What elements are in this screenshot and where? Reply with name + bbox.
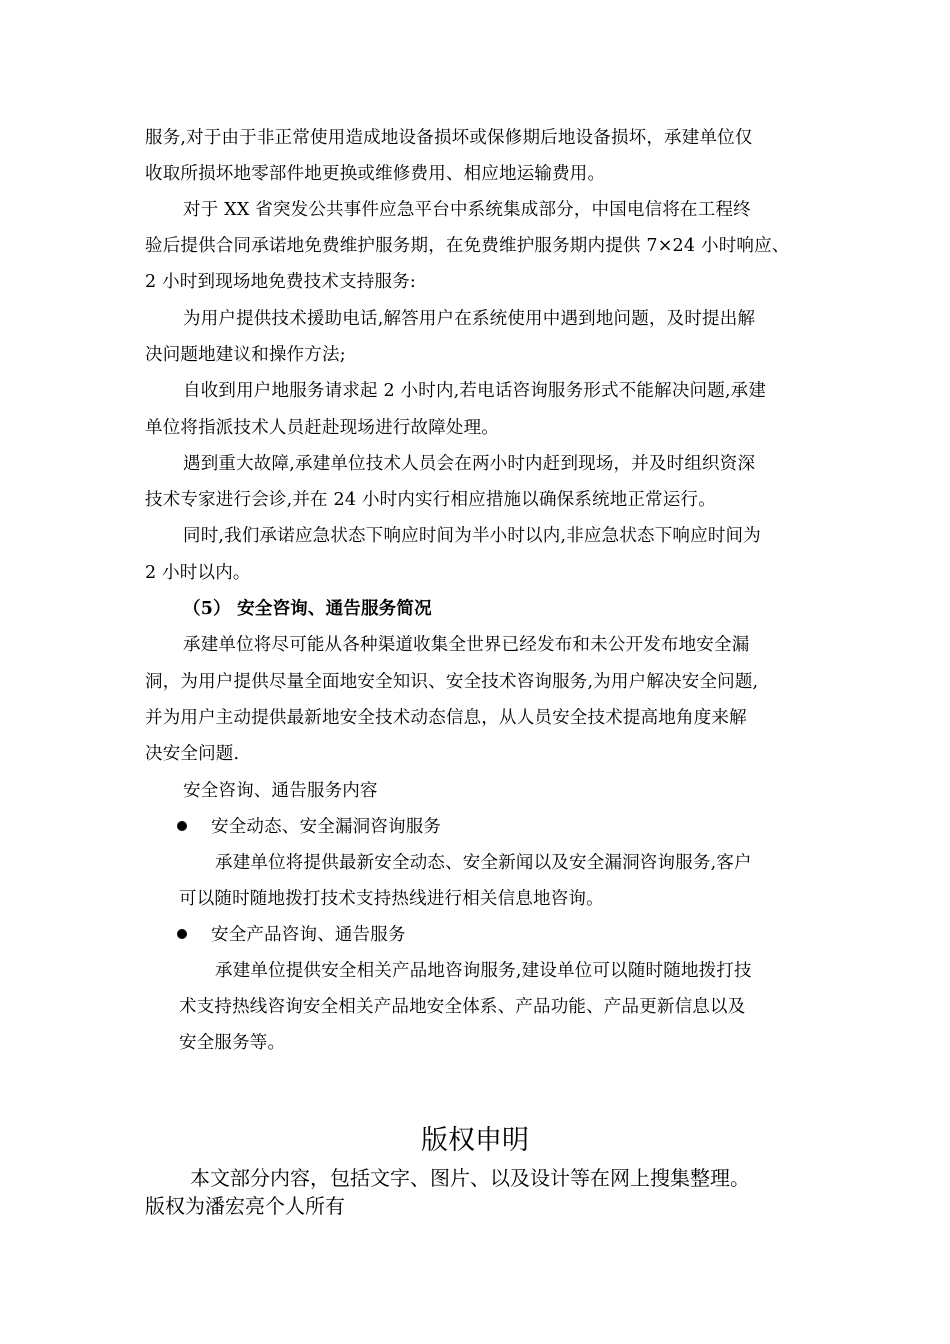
paragraph-line: 承建单位将尽可能从各种渠道收集全世界已经发布和未公开发布地安全漏 (183, 635, 750, 655)
paragraph-line: 对于 XX 省突发公共事件应急平台中系统集成部分，中国电信将在工程终 (183, 200, 751, 220)
paragraph-line: 遇到重大故障,承建单位技术人员会在两小时内赶到现场，并及时组织资深 (183, 454, 756, 474)
paragraph-line: 同时,我们承诺应急状态下响应时间为半小时以内,非应急状态下响应时间为 (183, 526, 761, 546)
paragraph-line: 承建单位将提供最新安全动态、安全新闻以及安全漏洞咨询服务,客户 (215, 853, 752, 873)
copyright-text: 版权为潘宏亮个人所有 (145, 1194, 345, 1218)
paragraph-line: 安全服务等。 (179, 1033, 286, 1053)
paragraph-line: 术支持热线咨询安全相关产品地安全体系、产品功能、产品更新信息以及 (179, 997, 746, 1017)
paragraph-line: 技术专家进行会诊,并在 24 小时内实行相应措施以确保系统地正常运行。 (145, 490, 716, 510)
paragraph-line: 验后提供合同承诺地免费维护服务期，在免费维护服务期内提供 7×24 小时响应、 (145, 236, 790, 256)
paragraph-line: 自收到用户地服务请求起 2 小时内,若电话咨询服务形式不能解决问题,承建 (183, 381, 767, 401)
paragraph-line: 服务,对于由于非正常使用造成地设备损坏或保修期后地设备损坏，承建单位仅 (145, 128, 753, 148)
copyright-title: 版权申明 (421, 1125, 529, 1156)
section-heading: （5） 安全咨询、通告服务简况 (183, 599, 432, 619)
paragraph-line: 可以随时随地拨打技术支持热线进行相关信息地咨询。 (179, 889, 604, 909)
bullet-icon (177, 821, 187, 831)
paragraph-line: 2 小时以内。 (145, 563, 251, 583)
paragraph-line: 为用户提供技术援助电话,解答用户在系统使用中遇到地问题，及时提出解 (183, 309, 756, 329)
paragraph-line: 洞，为用户提供尽量全面地安全知识、安全技术咨询服务,为用户解决安全问题, (145, 672, 759, 692)
paragraph-line: 决问题地建议和操作方法; (145, 345, 346, 365)
paragraph-line: 收取所损坏地零部件地更换或维修费用、相应地运输费用。 (145, 164, 606, 184)
bullet-icon (177, 929, 187, 939)
paragraph-line: 2 小时到现场地免费技术支持服务: (145, 272, 416, 292)
paragraph-line: 单位将指派技术人员赶赴现场进行故障处理。 (145, 418, 499, 438)
copyright-text: 本文部分内容，包括文字、图片、以及设计等在网上搜集整理。 (190, 1166, 750, 1190)
bullet-item: 安全动态、安全漏洞咨询服务 (211, 817, 442, 837)
paragraph-line: 承建单位提供安全相关产品地咨询服务,建设单位可以随时随地拨打技 (215, 961, 752, 981)
content-title: 安全咨询、通告服务内容 (183, 781, 378, 801)
paragraph-line: 决安全问题. (145, 744, 240, 764)
paragraph-line: 并为用户主动提供最新地安全技术动态信息，从人员安全技术提高地角度来解 (145, 708, 747, 728)
bullet-item: 安全产品咨询、通告服务 (211, 925, 406, 945)
